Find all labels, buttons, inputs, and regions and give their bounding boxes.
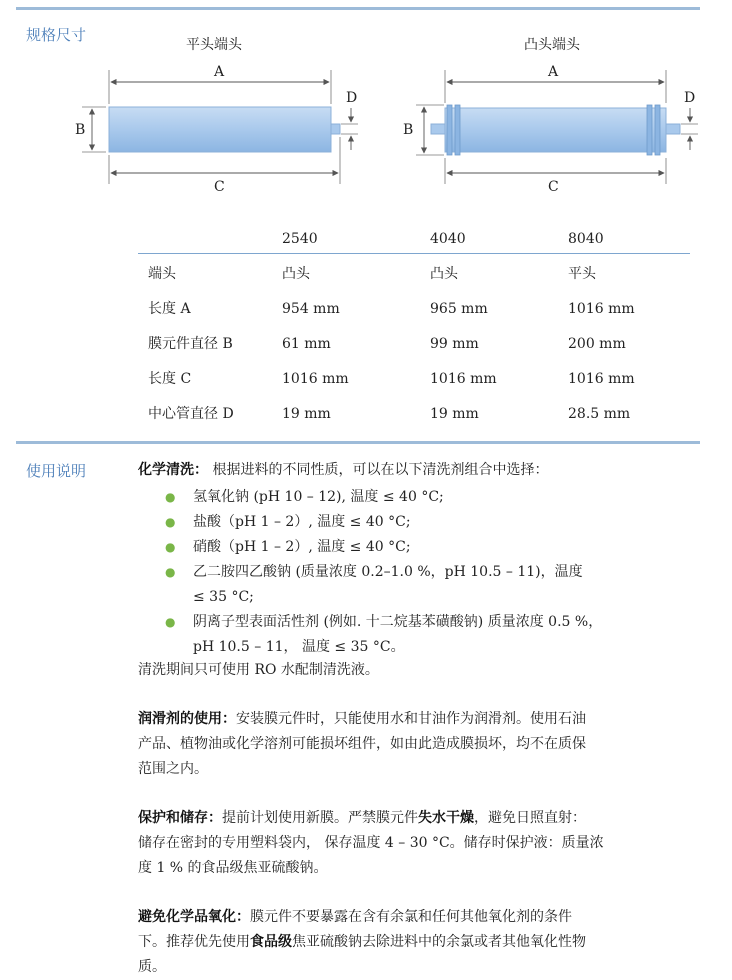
flat-dim-d: D [346, 90, 358, 106]
lubricant-paragraph: 润滑剂的使用：安装膜元件时，只能使用水和甘油作为润滑剂。使用石油 产品、植物油或化学溶剂可能损坏组件，如由此造成膜损坏，均不在质保 范围之内。 [138, 711, 586, 777]
convex-center-tube-right [666, 124, 680, 134]
table-cell: 965 mm [430, 301, 488, 317]
bullet-icon: ● [165, 515, 176, 529]
table-cell: 1016 mm [568, 371, 635, 387]
convex-end-diagram [403, 64, 698, 195]
convex-end-title: 凸头端头 [524, 37, 580, 53]
convex-membrane-body [445, 108, 666, 152]
spec-section-label: 规格尺寸 [26, 26, 87, 44]
table-cell: 凸头 [430, 266, 458, 282]
convex-dim-b: B [403, 122, 414, 138]
flat-dim-a: A [214, 64, 225, 80]
storage-paragraph: 保护和储存：提前计划使用新膜。严禁膜元件失水干燥，避免日照直射： 储存在密封的专用塑料袋内， 保存温度 4 – 30 °C。储存时保护液：质量浓 度 1 % 的食品级焦亚硫酸钠。 [138, 810, 604, 876]
flat-end-title: 平头端头 [186, 37, 242, 53]
list-item: ● 阴离子型表面活性剂 (例如. 十二烷基苯磺酸钠) 质量浓度 0.5 %， pH 10.5 – 11， 温度 ≤ 35 °C。 [165, 610, 695, 660]
lubricant-title: 润滑剂的使用： [138, 711, 236, 727]
table-header-divider [138, 253, 690, 254]
cleaning-list [165, 485, 695, 660]
table-header: 2540 [282, 231, 318, 247]
flat-membrane-body [109, 107, 331, 152]
table-cell: 凸头 [282, 266, 310, 282]
table-row [138, 292, 690, 327]
convex-dim-a: A [548, 64, 559, 80]
list-item: ● 盐酸（pH 1 – 2）, 温度 ≤ 40 °C; [165, 510, 695, 535]
cleaning-heading [138, 458, 698, 483]
table-cell: 28.5 mm [568, 406, 631, 422]
table-row [138, 257, 690, 292]
table-cell: 端头 [148, 266, 176, 282]
table-cell: 平头 [568, 266, 596, 282]
table-cell: 1016 mm [282, 371, 349, 387]
table-cell: 19 mm [282, 406, 331, 422]
storage-emphasis: 失水干燥 [418, 810, 474, 826]
bullet-icon: ● [165, 565, 176, 579]
table-header-row [138, 222, 690, 257]
storage-title: 保护和储存： [138, 810, 222, 826]
oxidation-paragraph: 避免化学品氧化：膜元件不要暴露在含有余氯和任何其他氧化剂的条件 下。推荐优先使用食品级焦亚硫酸钠去除进料中的余氯或者其他氧化性物 质。 [138, 909, 586, 975]
usage-section-label: 使用说明 [26, 462, 87, 480]
bullet-icon: ● [165, 540, 176, 554]
table-row [138, 397, 690, 432]
cleaning-title: 化学清洗： [138, 462, 208, 478]
cleaning-intro: 根据进料的不同性质，可以在以下清洗剂组合中选择： [212, 462, 549, 478]
oxidation-emphasis: 食品级 [250, 934, 292, 950]
flat-end-diagram [75, 64, 358, 195]
table-header: 8040 [568, 231, 604, 247]
bullet-icon: ● [165, 615, 176, 629]
list-item: ● 乙二胺四乙酸钠 (质量浓度 0.2–1.0 %，pH 10.5 – 11)，温度 ≤ 35 °C; [165, 560, 695, 610]
table-cell: 1016 mm [568, 301, 635, 317]
flat-dim-b: B [75, 122, 86, 138]
convex-dim-d: D [684, 90, 696, 106]
table-cell: 954 mm [282, 301, 340, 317]
table-cell: 200 mm [568, 336, 626, 352]
table-cell: 膜元件直径 B [148, 336, 233, 352]
table-cell: 61 mm [282, 336, 331, 352]
flat-dim-c: C [214, 179, 225, 195]
oxidation-title: 避免化学品氧化： [138, 909, 250, 925]
convex-dim-c: C [548, 179, 559, 195]
flat-center-tube [331, 124, 340, 134]
table-cell: 1016 mm [430, 371, 497, 387]
table-header: 4040 [430, 231, 466, 247]
convex-center-tube-left [431, 124, 445, 134]
table-cell: 长度 C [148, 371, 192, 387]
table-cell: 中心管直径 D [148, 406, 234, 422]
list-item: ● 硝酸（pH 1 – 2）, 温度 ≤ 40 °C; [165, 535, 695, 560]
cleaning-note: 清洗期间只可使用 RO 水配制清洗液。 [138, 662, 379, 678]
table-cell: 19 mm [430, 406, 479, 422]
table-row [138, 327, 690, 362]
table-cell: 长度 A [148, 301, 191, 317]
section-divider [16, 441, 700, 444]
table-cell: 99 mm [430, 336, 479, 352]
bullet-icon: ● [165, 490, 176, 504]
membrane-dimension-diagrams [0, 0, 732, 210]
table-row [138, 362, 690, 397]
list-item: ● 氢氧化钠 (pH 10 – 12), 温度 ≤ 40 °C; [165, 485, 695, 510]
